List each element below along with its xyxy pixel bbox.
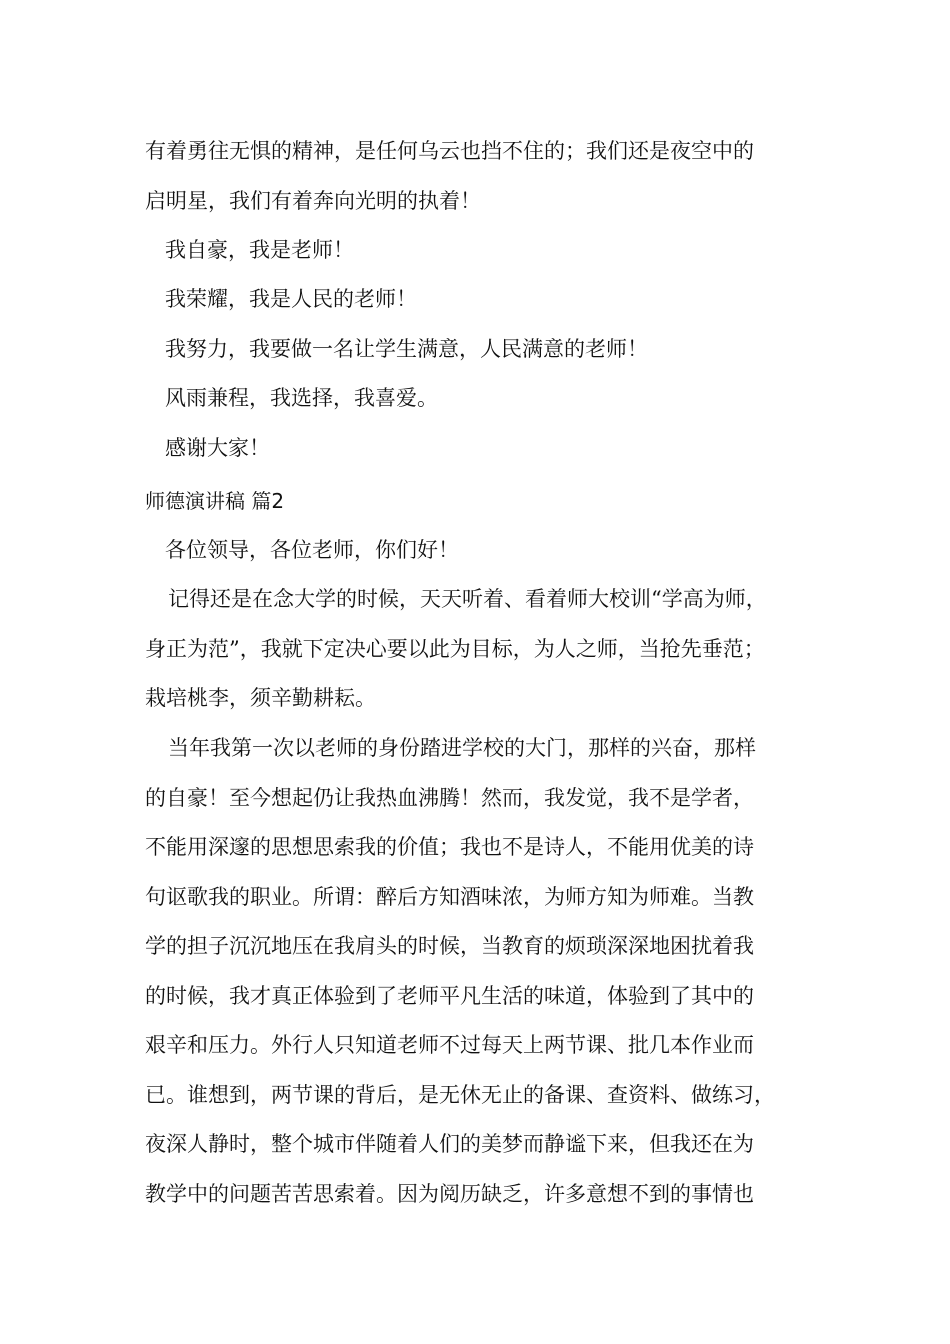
paragraph-line: 的时候，我才真正体验到了老师平凡生活的味道，体验到了其中的: [145, 984, 754, 1008]
paragraph-line: 记得还是在念大学的时候，天天听着、看着师大校训“学高为师，: [168, 587, 767, 611]
paragraph-line: 身正为范”，我就下定决心要以此为目标，为人之师，当抢先垂范；: [145, 637, 765, 661]
paragraph-line: 我自豪，我是老师！: [165, 238, 354, 262]
paragraph-line: 夜深人静时，整个城市伴随着人们的美梦而静谧下来，但我还在为: [145, 1132, 754, 1156]
paragraph-line: 我荣耀，我是人民的老师！: [165, 287, 417, 311]
paragraph-line: 学的担子沉沉地压在我肩头的时候，当教育的烦琐深深地困扰着我: [145, 934, 754, 958]
paragraph-line: 教学中的问题苦苦思索着。因为阅历缺乏，许多意想不到的事情也: [145, 1182, 754, 1206]
paragraph-line: 当年我第一次以老师的身份踏进学校的大门，那样的兴奋，那样: [168, 736, 756, 760]
paragraph-line: 艰辛和压力。外行人只知道老师不过每天上两节课、批几本作业而: [145, 1033, 754, 1057]
paragraph-line: 有着勇往无惧的精神，是任何乌云也挡不住的；我们还是夜空中的: [145, 139, 754, 163]
paragraph-line: 栽培桃李，须辛勤耕耘。: [145, 686, 376, 710]
paragraph-line: 我努力，我要做一名让学生满意，人民满意的老师！: [165, 337, 648, 361]
paragraph-line: 启明星，我们有着奔向光明的执着！: [145, 189, 481, 213]
paragraph-line: 不能用深邃的思想思索我的价值；我也不是诗人，不能用优美的诗: [145, 835, 754, 859]
greeting-line: 各位领导，各位老师，你们好！: [165, 538, 459, 562]
paragraph-line: 感谢大家！: [165, 436, 270, 460]
paragraph-line: 风雨兼程，我选择，我喜爱。: [165, 386, 438, 410]
paragraph-line: 已。谁想到，两节课的背后，是无休无止的备课、查资料、做练习，: [145, 1083, 775, 1107]
paragraph-line: 的自豪！至今想起仍让我热血沸腾！然而，我发觉，我不是学者，: [145, 786, 754, 810]
section-heading: 师德演讲稿 篇2: [145, 489, 285, 513]
paragraph-line: 句讴歌我的职业。所谓：醉后方知酒味浓，为师方知为师难。当教: [145, 885, 754, 909]
